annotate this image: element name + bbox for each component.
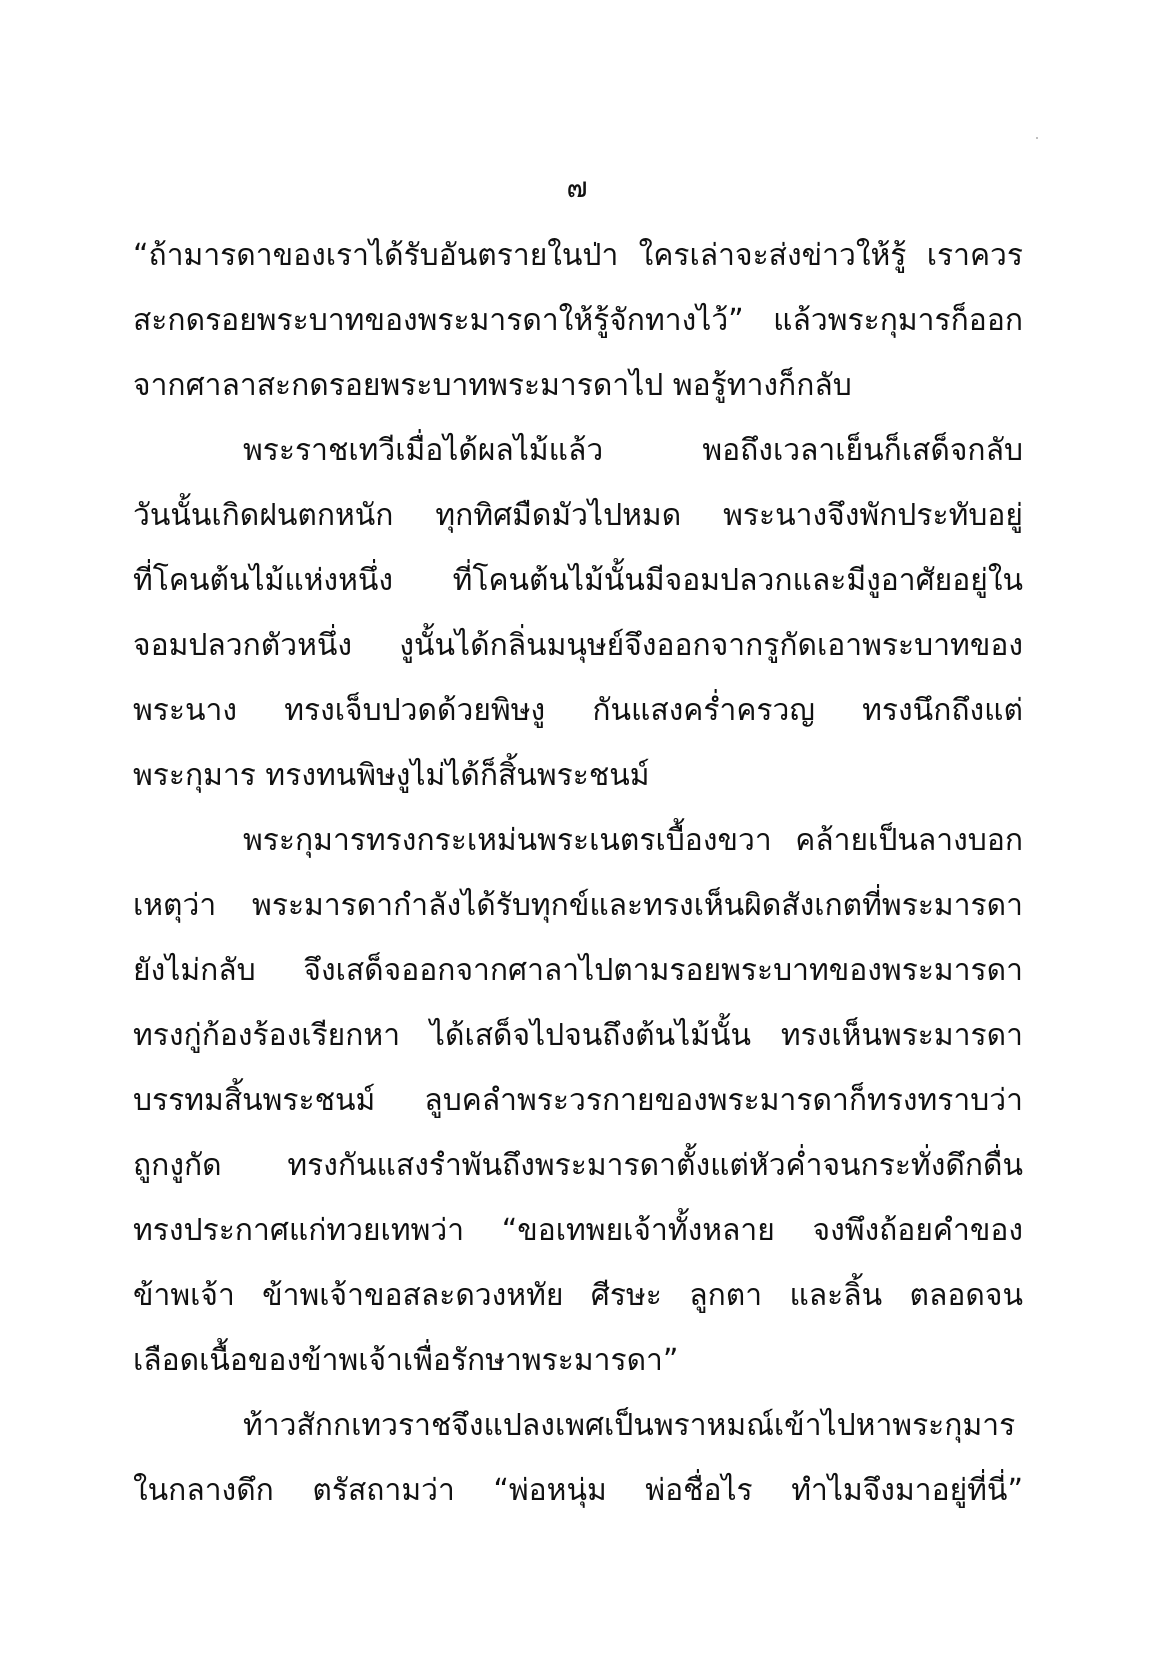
text-line: พระนาง ทรงเจ็บปวดด้วยพิษงู กันแสงคร่ำครวญ ทรงนึกถึงแต่: [133, 693, 1023, 728]
text-line: ทรงประกาศแก่ทวยเทพว่า “ขอเทพยเจ้าทั้งหลาย จงพึงถ้อยคำของ: [133, 1213, 1023, 1248]
text-line: ในกลางดึก ตรัสถามว่า “พ่อหนุ่ม พ่อชื่อไร ทำไมจึงมาอยู่ที่นี่”: [133, 1473, 1023, 1508]
text-line: เลือดเนื้อของข้าพเจ้าเพื่อรักษาพระมารดา”: [133, 1343, 679, 1378]
text-line: ทรงกู่ก้องร้องเรียกหา ได้เสด็จไปจนถึงต้นไม้นั้น ทรงเห็นพระมารดา: [133, 1018, 1023, 1053]
text-line: ที่โคนต้นไม้แห่งหนึ่ง ที่โคนต้นไม้นั้นมีจอมปลวกและมีงูอาศัยอยู่ใน: [133, 563, 1023, 598]
text-line: “ถ้ามารดาของเราได้รับอันตรายในป่า ใครเล่าจะส่งข่าวให้รู้ เราควร: [133, 238, 1023, 273]
text-line: บรรทมสิ้นพระชนม์ ลูบคลำพระวรกายของพระมารดาก็ทรงทราบว่า: [133, 1083, 1023, 1118]
page-number: ๗: [566, 171, 588, 204]
text-line: ยังไม่กลับ จึงเสด็จออกจากศาลาไปตามรอยพระบาทของพระมารดา: [133, 953, 1023, 988]
text-line: สะกดรอยพระบาทของพระมารดาให้รู้จักทางไว้” แล้วพระกุมารก็ออก: [133, 303, 1023, 338]
body-text: [133, 232, 1023, 1532]
text-line: พระกุมาร ทรงทนพิษงูไม่ได้ก็สิ้นพระชนม์: [133, 758, 650, 793]
text-line: ถูกงูกัด ทรงกันแสงรำพันถึงพระมารดาตั้งแต่หัวค่ำจนกระทั่งดึกดื่น: [133, 1148, 1023, 1183]
text-line: พระกุมารทรงกระเหม่นพระเนตรเบื้องขวา คล้ายเป็นลางบอก: [243, 823, 1023, 858]
margin-speck: [1036, 137, 1038, 139]
text-line: เหตุว่า พระมารดากำลังได้รับทุกข์และทรงเห็นผิดสังเกตที่พระมารดา: [133, 888, 1023, 923]
text-line: จอมปลวกตัวหนึ่ง งูนั้นได้กลิ่นมนุษย์จึงออกจากรูกัดเอาพระบาทของ: [133, 628, 1023, 663]
text-line: ข้าพเจ้า ข้าพเจ้าขอสละดวงหทัย ศีรษะ ลูกตา และลิ้น ตลอดจน: [133, 1278, 1023, 1313]
text-line: ท้าวสักกเทวราชจึงแปลงเพศเป็นพราหมณ์เข้าไปหาพระกุมาร: [243, 1408, 1016, 1443]
text-line: จากศาลาสะกดรอยพระบาทพระมารดาไป พอรู้ทางก็กลับ: [133, 368, 852, 403]
text-line: พระราชเทวีเมื่อได้ผลไม้แล้ว พอถึงเวลาเย็นก็เสด็จกลับ: [243, 433, 1023, 468]
text-line: วันนั้นเกิดฝนตกหนัก ทุกทิศมืดมัวไปหมด พระนางจึงพักประทับอยู่: [133, 498, 1023, 533]
